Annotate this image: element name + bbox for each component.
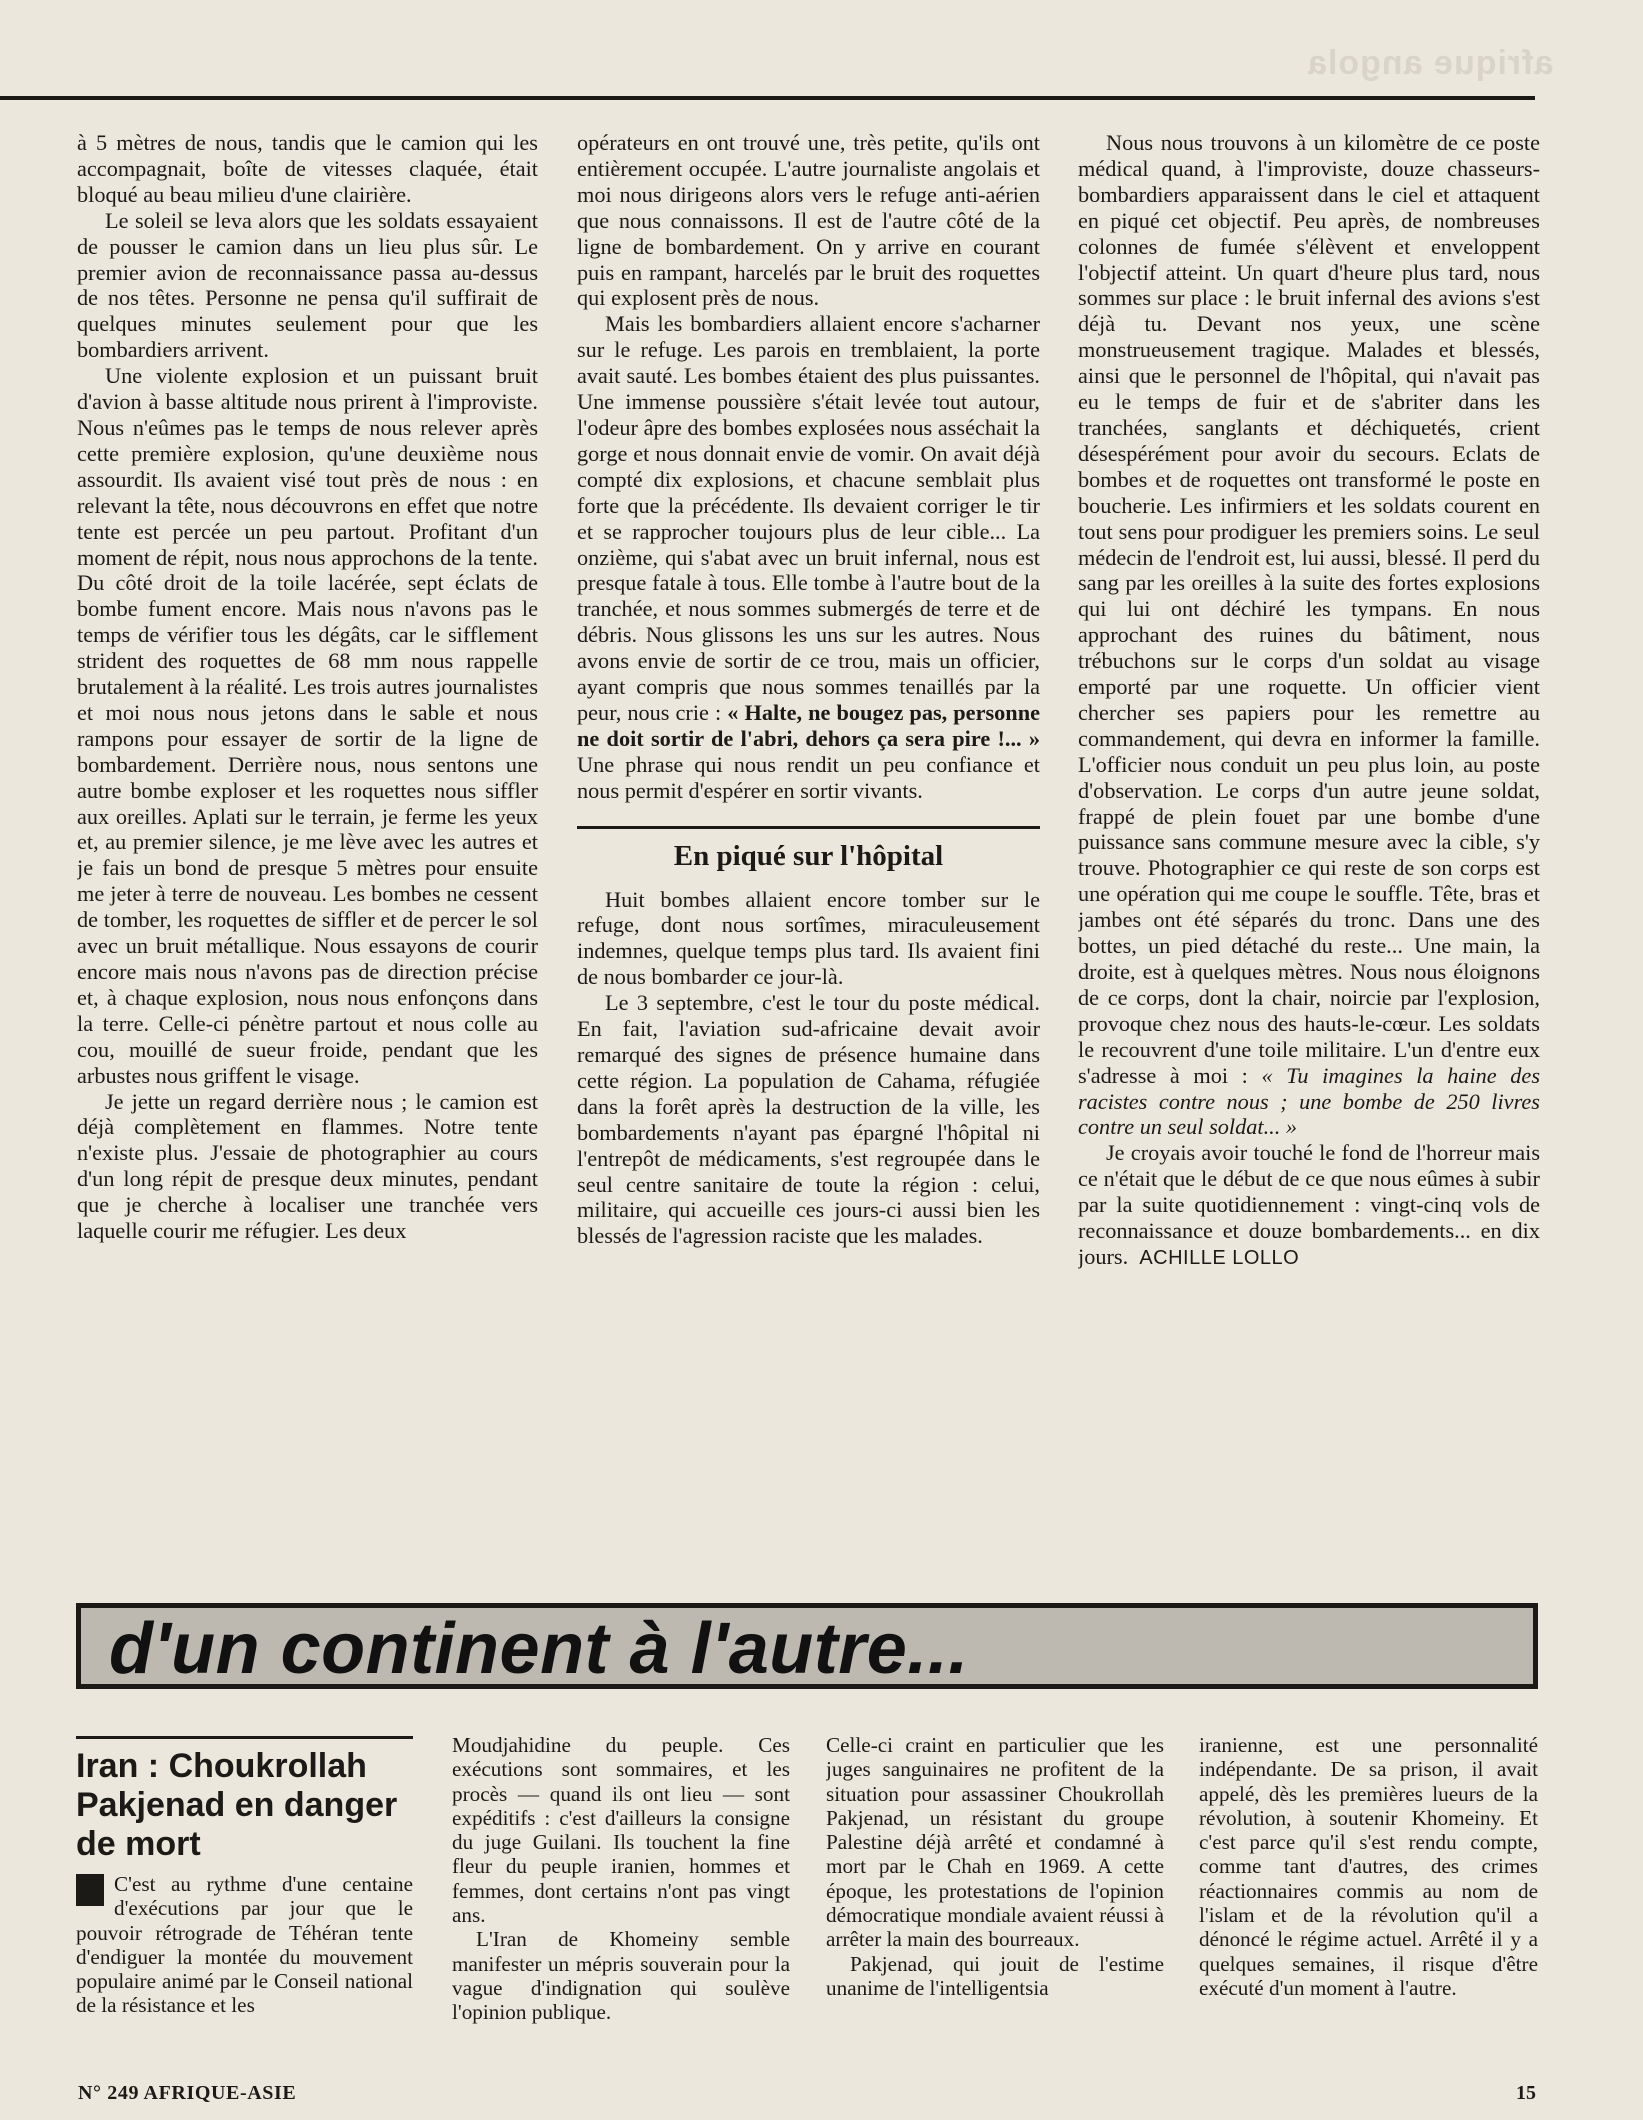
article-column-3 xyxy=(1078,130,1540,1570)
section-banner xyxy=(76,1603,1538,1689)
brief-column-2 xyxy=(452,1733,790,2073)
brief-column-3 xyxy=(826,1733,1164,2073)
banner-title: d'un continent à l'autre... xyxy=(109,1609,969,1689)
paragraph: opérateurs en ont trouvé une, très petite, qu'ils ont entièrement occupée. L'autre journaliste angolais et moi nous dirigeons alors vers le refuge anti-aérien que nous connaissons. Il est de l'autre côté de la ligne de bombardement. On y arrive en courant puis en rampant, harcelés par le bruit des roquettes qui explosent près de nous. xyxy=(577,130,1040,311)
author-signature: ACHILLE LOLLO xyxy=(1139,1246,1300,1269)
paragraph: Une violente explosion et un puissant bruit d'avion à basse altitude nous prirent à l'improviste. Nous n'eûmes pas le temps de nous relever après cette première explosion, qu'une deuxième nous assourdit. Ils avaient visé tout près de nous : en relevant la tête, nous découvrons en effet que notre tente est percée un peu partout. Profitant d'un moment de répit, nous nous approchons de la tente. Du côté droit de la toile lacérée, sept éclats de bombe fument encore. Mais nous n'avons pas le temps de vérifier tous les dégâts, car le sifflement strident des roquettes de 68 mm nous rappelle brutalement à la réalité. Les trois autres journalistes et moi nous nous jetons dans le sable et nous rampons pour essayer de sortir de la ligne de bombardement. Derrière nous, nous sentons une autre bombe exploser et les roquettes nous siffler aux oreilles. Aplati sur le terrain, je ferme les yeux et, au premier silence, je me lève avec les autres et je fais un bond de presque 5 mètres pour ensuite me jeter à terre de nouveau. Les bombes ne cessent de tomber, les roquettes de siffler et de percer le sol avec un bruit métallique. Nous essayons de courir encore mais nous n'avons pas de direction précise et, à chaque explosion, nous nous enfonçons dans la terre. Celle-ci pénètre partout et nous colle au cou, mouillé de sueur froide, pendant que les arbustes nous griffent le visage. xyxy=(77,363,538,1088)
text-run: Une phrase qui nous rendit un peu confiance et nous permit d'espérer en sortir vivants. xyxy=(577,751,1040,803)
brief-headline: Iran : Choukrollah Pakjenad en danger de mort xyxy=(76,1747,398,1863)
paragraph: Celle-ci craint en particulier que les juges sanguinaires ne profitent de la situation pour assassiner Choukrollah Pakjenad, un résistant du groupe Palestine déjà arrêté et condamné à mort par le Chah en 1969. A cette époque, les protestations de l'opinion démocratique mondiale avaient réussi à arrêter la main des bourreaux. xyxy=(826,1733,1164,1952)
paragraph: L'Iran de Khomeiny semble manifester un mépris souverain pour la vague d'indignation qui soulève l'opinion publique. xyxy=(452,1927,790,2025)
headline-rule xyxy=(76,1736,413,1739)
brief-column-4 xyxy=(1199,1733,1538,2073)
text-run: C'est au rythme d'une centaine d'exécutions par jour que le pouvoir rétrograde de Téhéran tente d'endiguer la montée du mouvement populaire animé par le Conseil national de la résistance et les xyxy=(76,1872,413,2018)
paragraph xyxy=(76,1872,413,2018)
article-column-1 xyxy=(77,130,538,1570)
subheading: En piqué sur l'hôpital xyxy=(577,826,1040,873)
paragraph xyxy=(1078,130,1540,1140)
paragraph: Huit bombes allaient encore tomber sur le refuge, dont nous sortîmes, miraculeusement indemnes, quelque temps plus tard. Ils avaient fini de nous bombarder ce jour-là. xyxy=(577,886,1040,990)
paragraph: Pakjenad, qui jouit de l'estime unanime de l'intelligentsia xyxy=(826,1951,1164,2000)
top-rule xyxy=(0,96,1535,100)
quote-bold: « Halte, ne bougez pas, personne ne doit sortir de l'abri, dehors ça sera pire !... » xyxy=(577,699,1040,751)
paragraph xyxy=(1078,1140,1540,1272)
text-run: Je croyais avoir touché le fond de l'horreur mais ce n'était que le début de ce que nous eûmes à subir par la suite quotidiennement : vingt-cinq vols de reconnaissance et douze bombardements... en dix jours. xyxy=(1078,1140,1540,1269)
brief-column-1 xyxy=(76,1736,413,2076)
paragraph: Le 3 septembre, c'est le tour du poste médical. En fait, l'aviation sud-africaine devait avoir remarqué des signes de présence humaine dans cette région. La population de Cahama, réfugiée dans la forêt après la destruction de la ville, les bombardements n'ayant pas épargné l'hôpital ni l'entrepôt de médicaments, s'est regroupée dans le seul centre sanitaire de toute la région : celui, militaire, qui accueille ces jours-ci aussi bien les blessés de l'agression raciste que les malades. xyxy=(577,990,1040,1249)
issue-footer: N° 249 AFRIQUE-ASIE xyxy=(78,2082,297,2104)
paragraph: Je jette un regard derrière nous ; le camion est déjà complètement en flammes. Notre tente n'existe plus. J'essaie de photographier au cours d'un long répit de presque deux minutes, pendant que je cherche à localiser une tranchée vers laquelle courir me réfugier. Les deux xyxy=(77,1088,538,1244)
text-run: Mais les bombardiers allaient encore s'acharner sur le refuge. Les parois en tremblaient, la porte avait sauté. Les bombes étaient des plus puissantes. Une immense poussière s'était levée tout autour, l'odeur âpre des bombes explosées nous asséchait la gorge et nous donnait envie de vomir. On avait déjà compté dix explosions, et chacune semblait plus forte que la précédente. Ils devaient corriger le tir et se rapprocher toujours plus de leur cible... La onzième, qui s'abat avec un bruit infernal, nous est presque fatale à tous. Elle tombe à l'autre bout de la tranchée, et nous sommes submergés de terre et de débris. Nous glissons les uns sur les autres. Nous avons envie de sortir de ce trou, mais un officier, ayant compris que nous sommes tenaillés par la peur, nous crie : xyxy=(577,311,1040,725)
paragraph xyxy=(577,311,1040,803)
quote-italic: « Tu imagines la haine des racistes contre nous ; une bombe de 250 livres contre un seul soldat... » xyxy=(1078,1062,1540,1140)
paragraph: iranienne, est une personnalité indépendante. De sa prison, il avait appelé, dès les premières lueurs de la révolution, à soutenir Khomeiny. Et c'est parce qu'il s'est rendu compte, comme tant d'autres, des crimes réactionnaires commis au nom de l'islam et de la révolution qu'il a dénoncé le régime actuel. Arrêté il y a quelques semaines, il risque d'être exécuté d'un moment à l'autre. xyxy=(1199,1733,1538,2000)
article-column-2 xyxy=(577,130,1040,1570)
paragraph: Le soleil se leva alors que les soldats essayaient de pousser le camion dans un lieu plus sûr. Le premier avion de reconnaissance passa au-dessus de nos têtes. Personne ne pensa qu'il suffirait de quelques minutes seulement pour que les bombardiers arrivent. xyxy=(77,207,538,363)
page-number: 15 xyxy=(1516,2082,1536,2104)
drop-square-icon xyxy=(76,1874,104,1906)
section-ghost-title: afrique angola xyxy=(1306,44,1553,82)
paragraph: à 5 mètres de nous, tandis que le camion qui les accompagnait, boîte de vitesses claquée, était bloqué au beau milieu d'une clairière. xyxy=(77,130,538,207)
paragraph: Moudjahidine du peuple. Ces exécutions sont sommaires, et les procès — quand ils ont lieu — sont expéditifs : c'est d'ailleurs la consigne du juge Guilani. Ils touchent la fine fleur du peuple iranien, hommes et femmes, dont certains n'ont pas vingt ans. xyxy=(452,1733,790,1928)
text-run: Nous nous trouvons à un kilomètre de ce poste médical quand, à l'improviste, douze chasseurs-bombardiers apparaissent dans le ciel et attaquent en piqué cet objectif. Peu après, de nombreuses colonnes de fumée s'élèvent et enveloppent l'objectif atteint. Un quart d'heure plus tard, nous sommes sur place : le bruit infernal des avions s'est déjà tu. Devant nos yeux, une scène monstrueusement tragique. Malades et blessés, ainsi que le personnel de l'hôpital, qui n'avait pas eu le temps de fuir et de s'abriter dans les tranchées, sanglants et déchiquetés, crient désespérément pour avoir du secours. Eclats de bombes et de roquettes ont transformé le poste en boucherie. Les infirmiers et les soldats courent en tout sens pour prodiguer les premiers soins. Le seul médecin de l'endroit est, lui aussi, blessé. Il perd du sang par les oreilles à la suite des fortes explosions qui lui ont déchiré les tympans. En nous approchant des ruines du bâtiment, nous trébuchons sur le corps d'un soldat au visage emporté par une roquette. Un officier vient chercher ses papiers pour les remettre au commandement, qui devra en informer la famille. L'officier nous conduit un peu plus loin, au poste d'observation. Le corps d'un autre jeune soldat, frappé de plein fouet par une bombe d'une puissance sans commune mesure avec la cible, s'y trouve. Photographier ce qui reste de son corps est une opération qui me coupe le souffle. Tête, bras et jambes ont été séparés du tronc. Dans une des bottes, un pied détaché du reste... Une main, la droite, est à quelques mètres. Nous nous éloignons de ce corps, dont la chair, noircie par l'explosion, provoque chez nous des hauts-le-cœur. Les soldats le recouvrent d'une toile militaire. L'un d'entre eux s'adresse à moi : xyxy=(1078,130,1540,1088)
